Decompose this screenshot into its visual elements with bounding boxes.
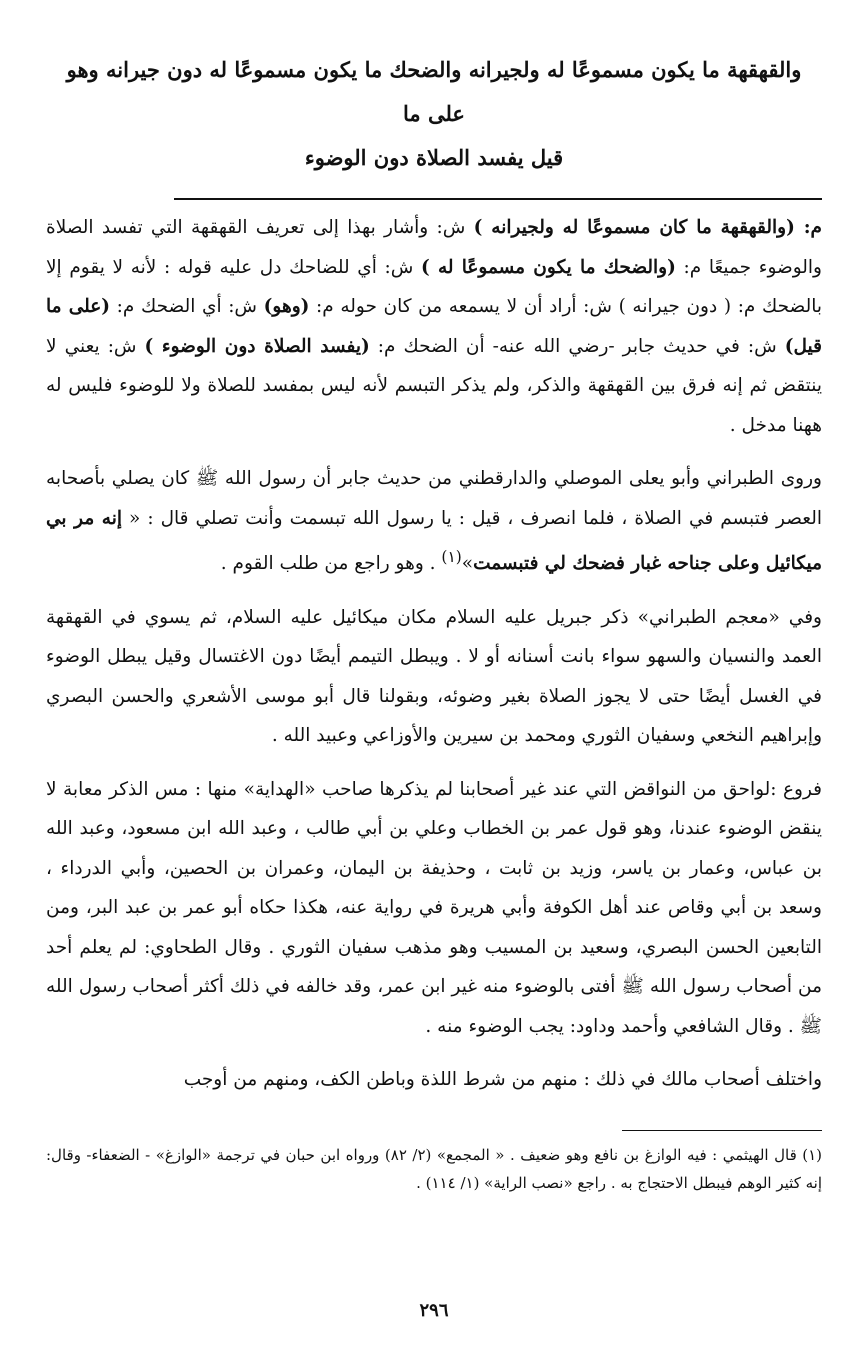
matn-separator-rule: [174, 198, 822, 200]
matn-quote: (وهو): [263, 296, 310, 317]
sharh-text: »: [461, 553, 474, 575]
hadith-quote: إنه مر بي ميكائيل وعلى جناحه غبار فضحك لي فتبسمت: [46, 507, 822, 575]
matn-quote: م: (والقهقهة ما كان مسموعًا له ولجيرانه ): [473, 217, 822, 238]
sharh-text: ش: أي للضاحك دل عليه قوله : لأنه لا يقوم إلا بالضحك م: ( دون جيرانه ) ش: أراد أن لا يسمعه من كان حوله م:: [46, 256, 822, 317]
sharh-paragraph-4: فروع :لواحق من النواقض التي عند غير أصحابنا لم يذكرها صاحب «الهداية» منها : مس الذكر معابة لا ينقض الوضوء عندنا، وهو قول عمر بن الخطاب وعلي بن أبي طالب ، وعبد الله ابن مسعود، وعبد الله بن عباس، وعمار بن ياسر، وزيد بن ثابت ، وحذيفة بن اليمان، وعمران بن الحصين، وأبي الدرداء ، وسعد بن أبي وقاص عند أهل الكوفة وأبي هريرة في رواية عنه، هكذا حكاه أبو عمر بن عبد البر، ومن التابعين الحسن البصري، وسعيد بن المسيب وهو مذهب سفيان الثوري . وقال الطحاوي: لم يعلم أحد من أصحاب رسول الله ﷺ أفتى بالوضوء منه غير ابن عمر، وقد خالفه في ذلك أكثر أصحاب رسول الله ﷺ . وقال الشافعي وأحمد وداود: يجب الوضوء منه .: [46, 778, 822, 1037]
sharh-text: ش: أي الضحك م:: [110, 296, 264, 317]
footnote-marker: (١): [441, 548, 462, 566]
matn-text: [46, 48, 822, 180]
matn-quote: (يفسد الصلاة دون الوضوء ): [144, 335, 370, 357]
page-body: [46, 48, 822, 1197]
sharh-text: وروى الطبراني وأبو يعلى الموصلي والدارقطني من حديث جابر أن رسول الله ﷺ كان يصلي بأصحابه العصر فتبسم في الصلاة ، فلما انصرف ، قيل : يا رسول الله تبسمت وأنت تصلي قال : «: [46, 468, 822, 529]
page-number: ٢٩٦: [419, 1300, 449, 1321]
sharh-text: . وهو راجع من طلب القوم .: [220, 553, 442, 575]
sharh-text: ش: في حديث جابر -رضي الله عنه- أن الضحك م:: [369, 335, 785, 357]
sharh-paragraph-3: وفي «معجم الطبراني» ذكر جبريل عليه السلام مكان ميكائيل عليه السلام، ثم يسوي في القهقهة العمد والنسيان والسهو سواء بانت أسنانه أو لا . ويبطل التيمم أيضًا دون الاغتسال وقيل يبطل الوضوء في الغسل أيضًا حتى لا يجوز الصلاة بغير وضوئه، وبقولنا قال أبو موسى الأشعري والحسن البصري وإبراهيم النخعي وسفيان الثوري ومحمد بن سيرين والأوزاعي وعبيد الله .: [46, 606, 822, 747]
footnote: (١) قال الهيثمي : فيه الوازغ بن نافع وهو ضعيف . « المجمع» (٢/ ٨٢) ورواه ابن حبان في ترجمة «الوازغ» - الضعفاء- وقال: إنه كثير الوهم فيبطل الاحتجاج به . راجع «نصب الراية» (١/ ١١٤) .: [46, 1145, 823, 1192]
matn-line-2: قيل يفسد الصلاة دون الوضوء: [304, 145, 564, 170]
matn-quote: (والضحك ما يكون مسموعًا له ): [421, 256, 676, 278]
sharh-text: ش: وأشار بهذا إلى تعريف القهقهة التي تفسد الصلاة والوضوء جميعًا م:: [46, 217, 822, 278]
sharh-paragraph-2: [46, 459, 822, 584]
sharh-paragraph-5: واختلف أصحاب مالك في ذلك : منهم من شرط اللذة وباطن الكف، ومنهم من أوجب: [183, 1069, 822, 1091]
sharh-text: ش: يعني لا ينتقض ثم إنه فرق بين القهقهة والذكر، ولم يذكر التبسم لأنه ليس بمفسد للصلاة ولا للوضوء فليس له ههنا مدخل .: [46, 335, 822, 436]
matn-line-1: والقهقهة ما يكون مسموعًا له ولجيرانه والضحك ما يكون مسموعًا له دون جيرانه وهو على ما: [66, 57, 802, 126]
sharh-paragraph-1: [46, 208, 822, 445]
matn-quote: (على ما قيل): [46, 296, 822, 357]
footnote-separator-rule: [622, 1130, 822, 1131]
